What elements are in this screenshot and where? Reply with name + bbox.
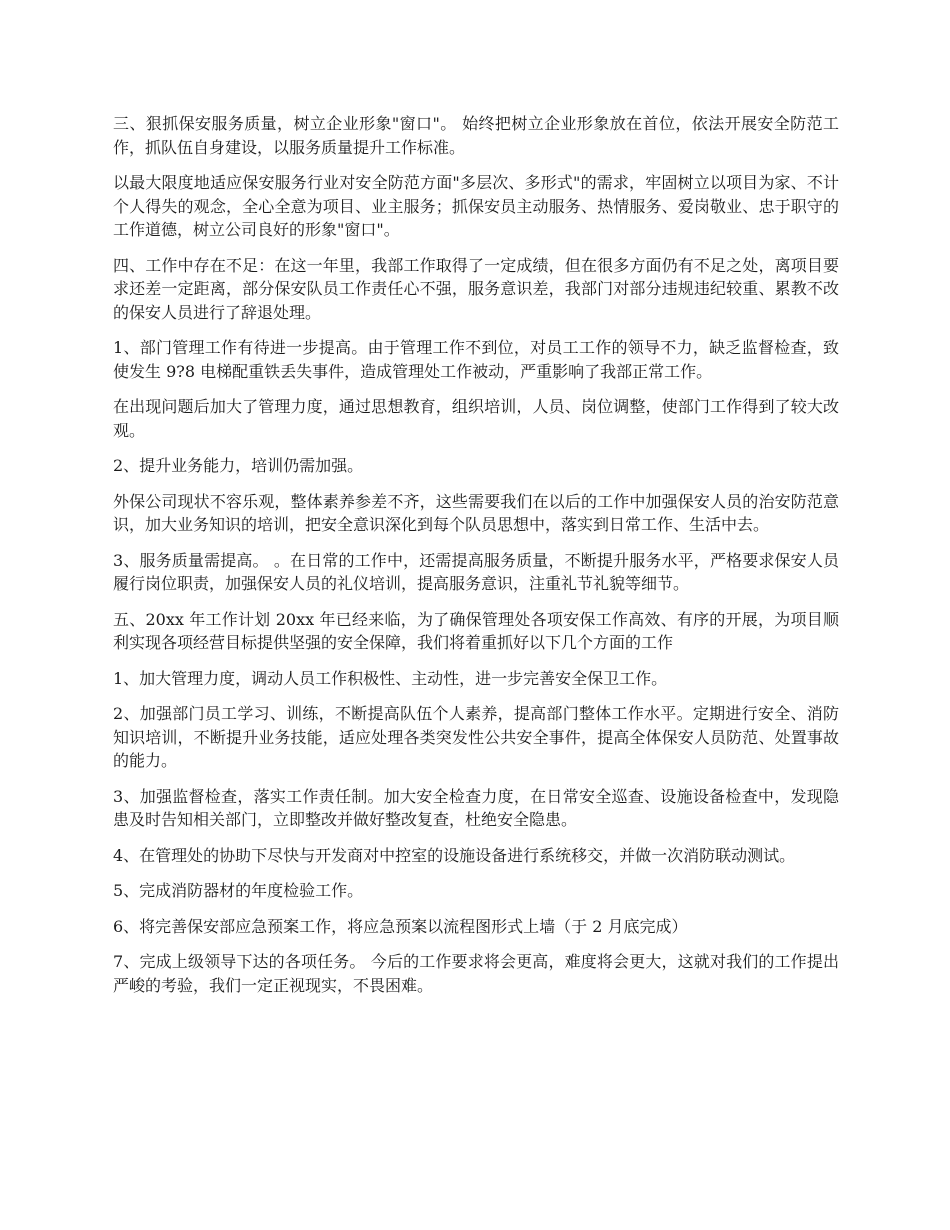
paragraph-13: 4、在管理处的协助下尽快与开发商对中控室的设施设备进行系统移交，并做一次消防联动测试。 [113,845,796,865]
paragraph-2: 以最大限度地适应保安服务行业对安全防范方面"多层次、多形式"的需求，牢固树立以项目为家、不计个人得失的观念，全心全意为项目、业主服务；抓保安员主动服务、热情服务、爱岗敬业、忠于职守的工作道德，树立公司良好的形象"窗口"。 [113,173,839,239]
paragraph-3: 四、工作中存在不足：在这一年里，我部工作取得了一定成绩，但在很多方面仍有不足之处，离项目要求还差一定距离，部分保安队员工作责任心不强，服务意识差，我部门对部分违规违纪较重、累教不改的保安人员进行了辞退处理。 [113,255,839,322]
paragraph-9: 五、20xx 年工作计划 20xx 年已经来临，为了确保管理处各项安保工作高效、有序的开展，为项目顺利实现各项经营目标提供坚强的安全保障，我们将着重抓好以下几个方面的工作 [113,609,839,652]
paragraph-12: 3、加强监督检查，落实工作责任制。加大安全检查力度，在日常安全巡查、设施设备检查中，发现隐患及时告知相关部门，立即整改并做好整改复查，杜绝安全隐患。 [113,786,839,829]
paragraph-6: 2、提升业务能力，培训仍需加强。 [113,456,364,475]
paragraph-5: 在出现问题后加大了管理力度，通过思想教育，组织培训，人员、岗位调整，使部门工作得到了较大改观。 [113,397,839,440]
paragraph-8: 3、服务质量需提高。 。在日常的工作中，还需提高服务质量，不断提升服务水平，严格要求保安人员履行岗位职责，加强保安人员的礼仪培训，提高服务意识，注重礼节礼貌等细节。 [113,550,839,593]
paragraph-15: 6、将完善保安部应急预案工作，将应急预案以流程图形式上墙（于 2 月底完成） [113,916,688,936]
paragraph-7: 外保公司现状不容乐观，整体素养参差不齐，这些需要我们在以后的工作中加强保安人员的治安防范意识，加大业务知识的培训，把安全意识深化到每个队员思想中，落实到日常工作、生活中去。 [113,491,839,534]
paragraph-4: 1、部门管理工作有待进一步提高。由于管理工作不到位，对员工工作的领导不力，缺乏监督检查，致使发生 9?8 电梯配重铁丢失事件，造成管理处工作被动，严重影响了我部正常工作。 [113,338,839,381]
paragraph-16: 7、完成上级领导下达的各项任务。 今后的工作要求将会更高，难度将会更大，这就对我们的工作提出严峻的考验，我们一定正视现实，不畏困难。 [113,952,839,995]
paragraph-1: 三、狠抓保安服务质量，树立企业形象"窗口"。 始终把树立企业形象放在首位，依法开展安全防范工作，抓队伍自身建设，以服务质量提升工作标准。 [113,114,839,157]
paragraph-10: 1、加大管理力度，调动人员工作积极性、主动性，进一步完善安全保卫工作。 [113,668,668,688]
document-body [113,112,839,1009]
paragraph-14: 5、完成消防器材的年度检验工作。 [113,881,364,900]
paragraph-11: 2、加强部门员工学习、训练，不断提高队伍个人素养，提高部门整体工作水平。定期进行安全、消防知识培训，不断提升业务技能，适应处理各类突发性公共安全事件，提高全体保安人员防范、处置事故的能力。 [113,704,839,770]
